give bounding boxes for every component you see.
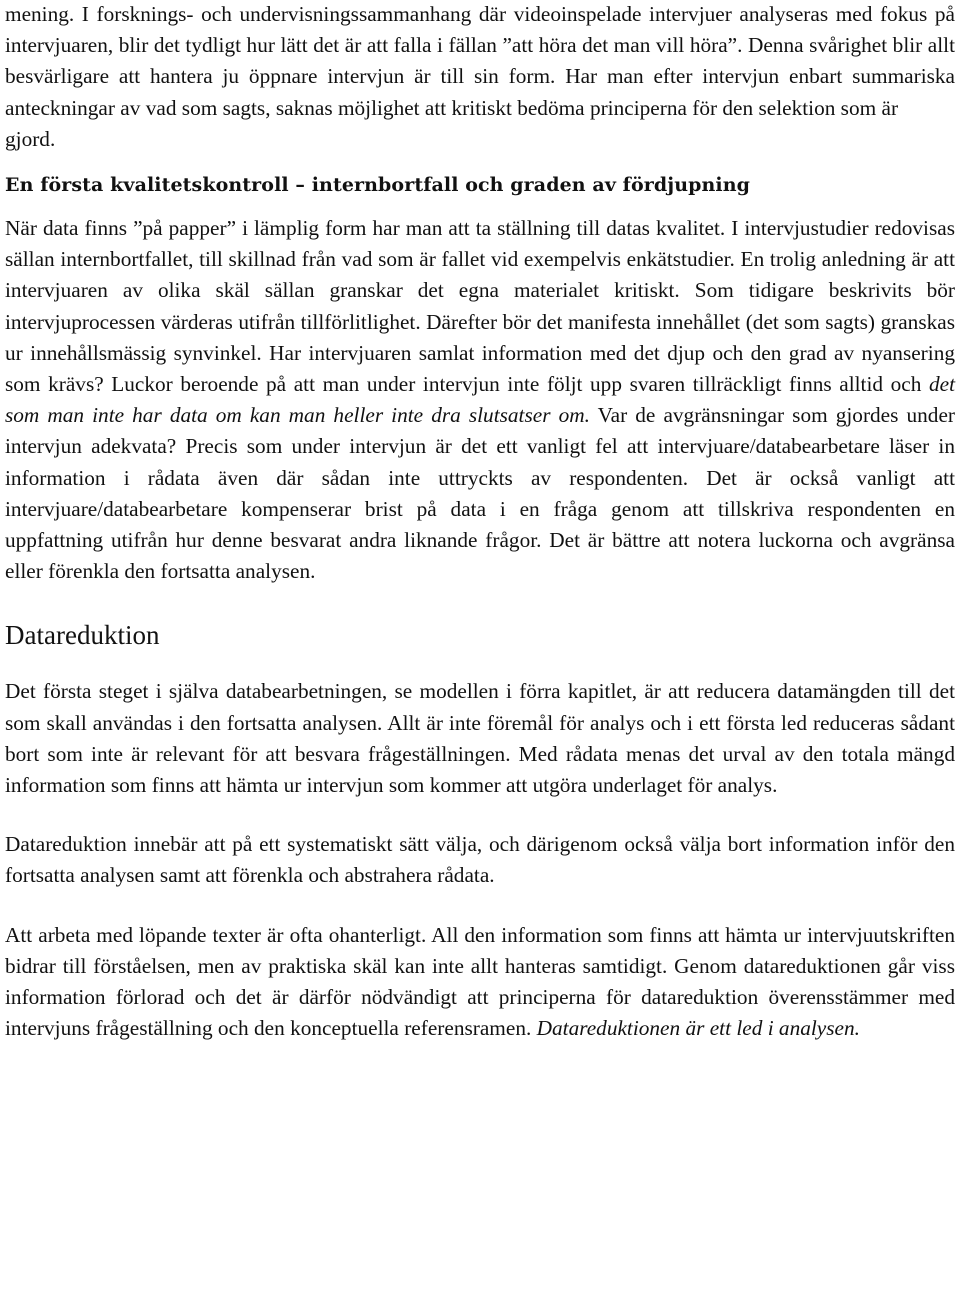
paragraph-text: Var de avgränsningar som gjordes under intervjun adekvata? Precis som under intervjun är det ett vanligt fel att intervjuare/databearbetare läser in information i rådata även där sådan inte uttryckts av respondenten. Det är också vanligt att intervjuare/databearbetare kompenserar brist på data i en fråga genom att tillskriva respondenten en uppfattning utifrån hur denne besvarat andra liknande frågor. Det är bättre att notera luckorna och avgränsa eller förenkla den fortsatta analysen. [5, 403, 955, 584]
paragraph-text: gjord. [5, 126, 56, 151]
paragraph-datareduktion-intro [5, 676, 955, 801]
document-page [5, 0, 955, 1044]
italic-emphasis: det som man inte har data om kan man heller inte dra slutsatser om. [5, 372, 955, 428]
paragraph-text: mening. I forsknings- och undervisningssammanhang där videoinspelade intervjuer analyseras med fokus på intervjuaren, blir det tydligt hur lätt det är att falla i fällan ”att höra det man vill höra”. Denna svårighet blir allt besvärligare att hantera ju öppnare intervjun är till sin form. Har man efter intervjun enbart summariska anteckningar av vad som sagts, saknas möjlighet att kritiskt bedöma principerna för den selektion som är [5, 2, 955, 120]
section-heading: Datareduktion [5, 620, 160, 651]
paragraph-text: Datareduktion innebär att på ett systematiskt sätt välja, och därigenom också välja bort information inför den fortsatta analysen samt att förenkla och abstrahera rådata. [5, 832, 955, 888]
paragraph-text: Det första steget i själva databearbetningen, se modellen i förra kapitlet, är att reducera datamängden till det som skall användas i den fortsatta analysen. Allt är inte föremål för analys och i ett första led reduceras sådant bort som inte är relevant för att besvara frågeställningen. Med rådata menas det urval av den totala mängd information som finns att hämta ur intervjun som kommer att utgöra underlaget för analys. [5, 679, 955, 798]
section-subheading: En första kvalitetskontroll – internbortfall och graden av fördjupning [5, 174, 751, 197]
paragraph-text: När data finns ”på papper” i lämplig form har man att ta ställning till datas kvalitet. I intervjustudier redovisas sällan internbortfallet, till skillnad från vad som är fallet vid exempelvis enkätstudier. En trolig anledning är att intervjuaren av olika skäl sällan granskar det egna materialet kritiskt. Som tidigare beskrivits bör intervjuprocessen värderas utifrån tillförlitlighet. Därefter bör det manifesta innehållet (det som sagts) granskas ur innehållsmässig synvinkel. Har intervjuaren samlat information med det djup och den grad av nyansering som krävs? Luckor beroende på att man under intervjun inte följt upp svaren tillräckligt finns alltid och [5, 216, 955, 397]
italic-emphasis: Datareduktionen är ett led i analysen. [536, 1016, 860, 1041]
paragraph-text: Att arbeta med löpande texter är ofta ohanterligt. All den information som finns att hämta ur intervjuutskriften bidrar till förståelsen, men av praktiska skäl kan inte allt hanteras samtidigt. Genom datareduktionen går viss information förlorad och det är därför nödvändigt att principerna för datareduktion överensstämmer med intervjuns frågeställning och den konceptuella referensramen. [5, 922, 955, 1041]
paragraph-last-line [5, 124, 955, 155]
paragraph-intervju-selektion [5, 0, 955, 124]
paragraph-datareduktion-definition [5, 829, 955, 891]
paragraph-kvalitetskontroll [5, 213, 955, 587]
paragraph-lopande-texter [5, 920, 955, 1045]
